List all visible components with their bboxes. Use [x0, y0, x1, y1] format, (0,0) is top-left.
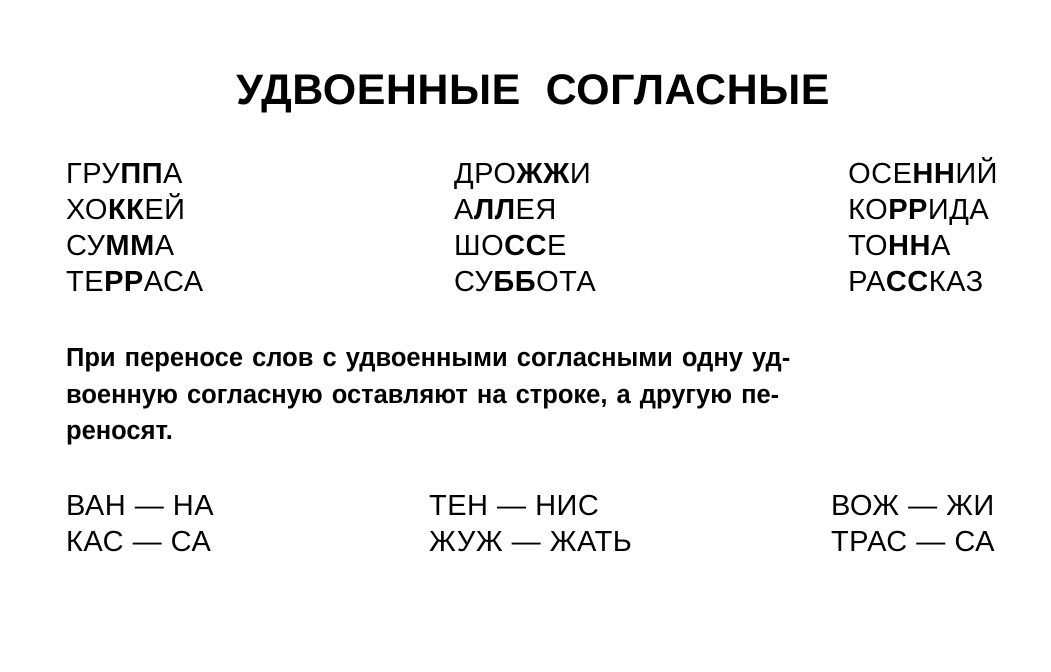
word-item: ДРОЖЖИ — [454, 158, 592, 190]
word-item: ОСЕННИЙ — [848, 158, 998, 190]
word-item: ТОННА — [848, 230, 951, 262]
word-item: ШОССЕ — [454, 230, 567, 262]
word-item: СУММА — [66, 230, 175, 262]
hyphenation-example: ТЕН — НИС — [429, 490, 600, 522]
word-item: ГРУППА — [66, 158, 183, 190]
hyphenation-column-2 — [429, 488, 632, 560]
word-column-3 — [848, 156, 998, 300]
hyphenation-example: ТРАС — СА — [830, 526, 995, 558]
word-item: ХОККЕЙ — [66, 194, 186, 226]
word-item: СУББОТА — [454, 266, 597, 298]
word-item: ТЕРРАСА — [66, 266, 204, 298]
word-item: РАССКАЗ — [848, 266, 984, 298]
hyphenation-example: ЖУЖ — ЖАТЬ — [429, 526, 633, 558]
word-item: КОРРИДА — [848, 194, 990, 226]
word-item: АЛЛЕЯ — [454, 194, 557, 226]
word-column-2 — [454, 156, 596, 300]
rule-line: реносят. — [66, 417, 173, 445]
rule-line: При переносе слов с удвоенными согласными одну уд- — [66, 344, 791, 372]
hyphenation-example: ВАН — НА — [66, 490, 215, 522]
hyphenation-column-3 — [831, 488, 995, 560]
rule-paragraph — [66, 340, 998, 450]
hyphenation-column-1 — [66, 488, 214, 560]
word-column-1 — [66, 156, 204, 300]
rule-line: военную согласную оставляют на строке, а другую пе- — [66, 380, 780, 409]
page-title: УДВОЕННЫЕ СОГЛАСНЫЕ — [236, 66, 830, 114]
hyphenation-example: КАС — СА — [66, 526, 212, 558]
hyphenation-example: ВОЖ — ЖИ — [830, 490, 995, 522]
